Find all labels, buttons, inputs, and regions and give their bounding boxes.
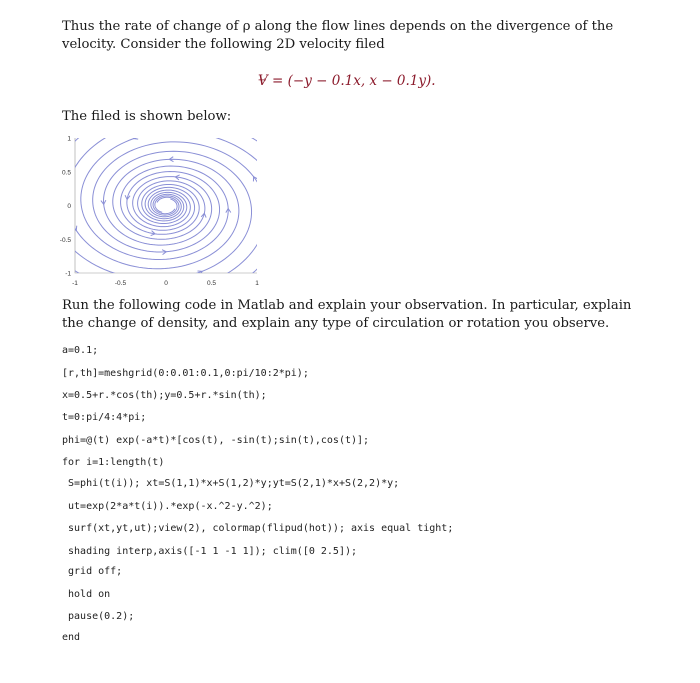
code-line: t=0:pi/4:4*pi; bbox=[62, 412, 147, 423]
streamlines bbox=[55, 130, 265, 290]
x-tick-label: 1 bbox=[255, 280, 259, 287]
code-line: shading interp,axis([-1 1 -1 1]); clim([0 2.5]); bbox=[62, 546, 358, 557]
y-tick-label: -1 bbox=[65, 270, 71, 278]
code-line: phi=@(t) exp(-a*t)*[cos(t), -sin(t);sin(t),cos(t)]; bbox=[62, 435, 370, 446]
code-line: ut=exp(2*a*t(i)).*exp(-x.^2-y.^2); bbox=[62, 501, 273, 512]
instructions-paragraph: Run the following code in Matlab and explain your observation. In particular, explain the change of density, and explain any type of circulation or rotation you observe. bbox=[62, 298, 632, 331]
x-tick-label: 0 bbox=[164, 280, 168, 287]
y-tick-label: -0.5 bbox=[59, 236, 71, 244]
flow-arrow-icon bbox=[132, 135, 138, 141]
code-line: surf(xt,yt,ut);view(2), colormap(flipud(hot)); axis equal tight; bbox=[62, 523, 454, 534]
axis-lines bbox=[75, 138, 257, 273]
plot-axes bbox=[75, 138, 257, 273]
x-tick-label: 0.5 bbox=[206, 280, 217, 287]
velocity-equation bbox=[258, 73, 436, 89]
intro-paragraph: Thus the rate of change of ρ along the flow lines depends on the divergence of the velocity. Consider the following 2D velocity filed bbox=[62, 19, 614, 52]
code-line: grid off; bbox=[62, 566, 123, 577]
streamline-1 bbox=[66, 130, 265, 269]
code-line: pause(0.2); bbox=[62, 611, 135, 622]
figure-caption: The filed is shown below: bbox=[62, 109, 232, 124]
y-tick-label: 0.5 bbox=[61, 169, 71, 177]
equation-text: V = (−y − 0.1x, x − 0.1y). bbox=[258, 73, 436, 89]
x-tick-label: -0.5 bbox=[114, 280, 127, 287]
code-line: hold on bbox=[62, 589, 111, 600]
y-tick-label: 0 bbox=[67, 203, 71, 210]
x-tick-label: -1 bbox=[72, 280, 78, 287]
code-line: x=0.5+r.*cos(th);y=0.5+r.*sin(th); bbox=[62, 390, 267, 401]
code-line: [r,th]=meshgrid(0:0.01:0.1,0:pi/10:2*pi); bbox=[62, 368, 309, 379]
streamline-figure bbox=[55, 130, 265, 290]
y-tick-label: 1 bbox=[67, 135, 71, 143]
code-line: a=0.1; bbox=[62, 345, 99, 356]
code-line: for i=1:length(t) bbox=[62, 457, 165, 468]
code-line: end bbox=[62, 632, 81, 643]
code-line: S=phi(t(i)); xt=S(1,1)*x+S(1,2)*y;yt=S(2,1)*x+S(2,2)*y; bbox=[62, 478, 400, 489]
